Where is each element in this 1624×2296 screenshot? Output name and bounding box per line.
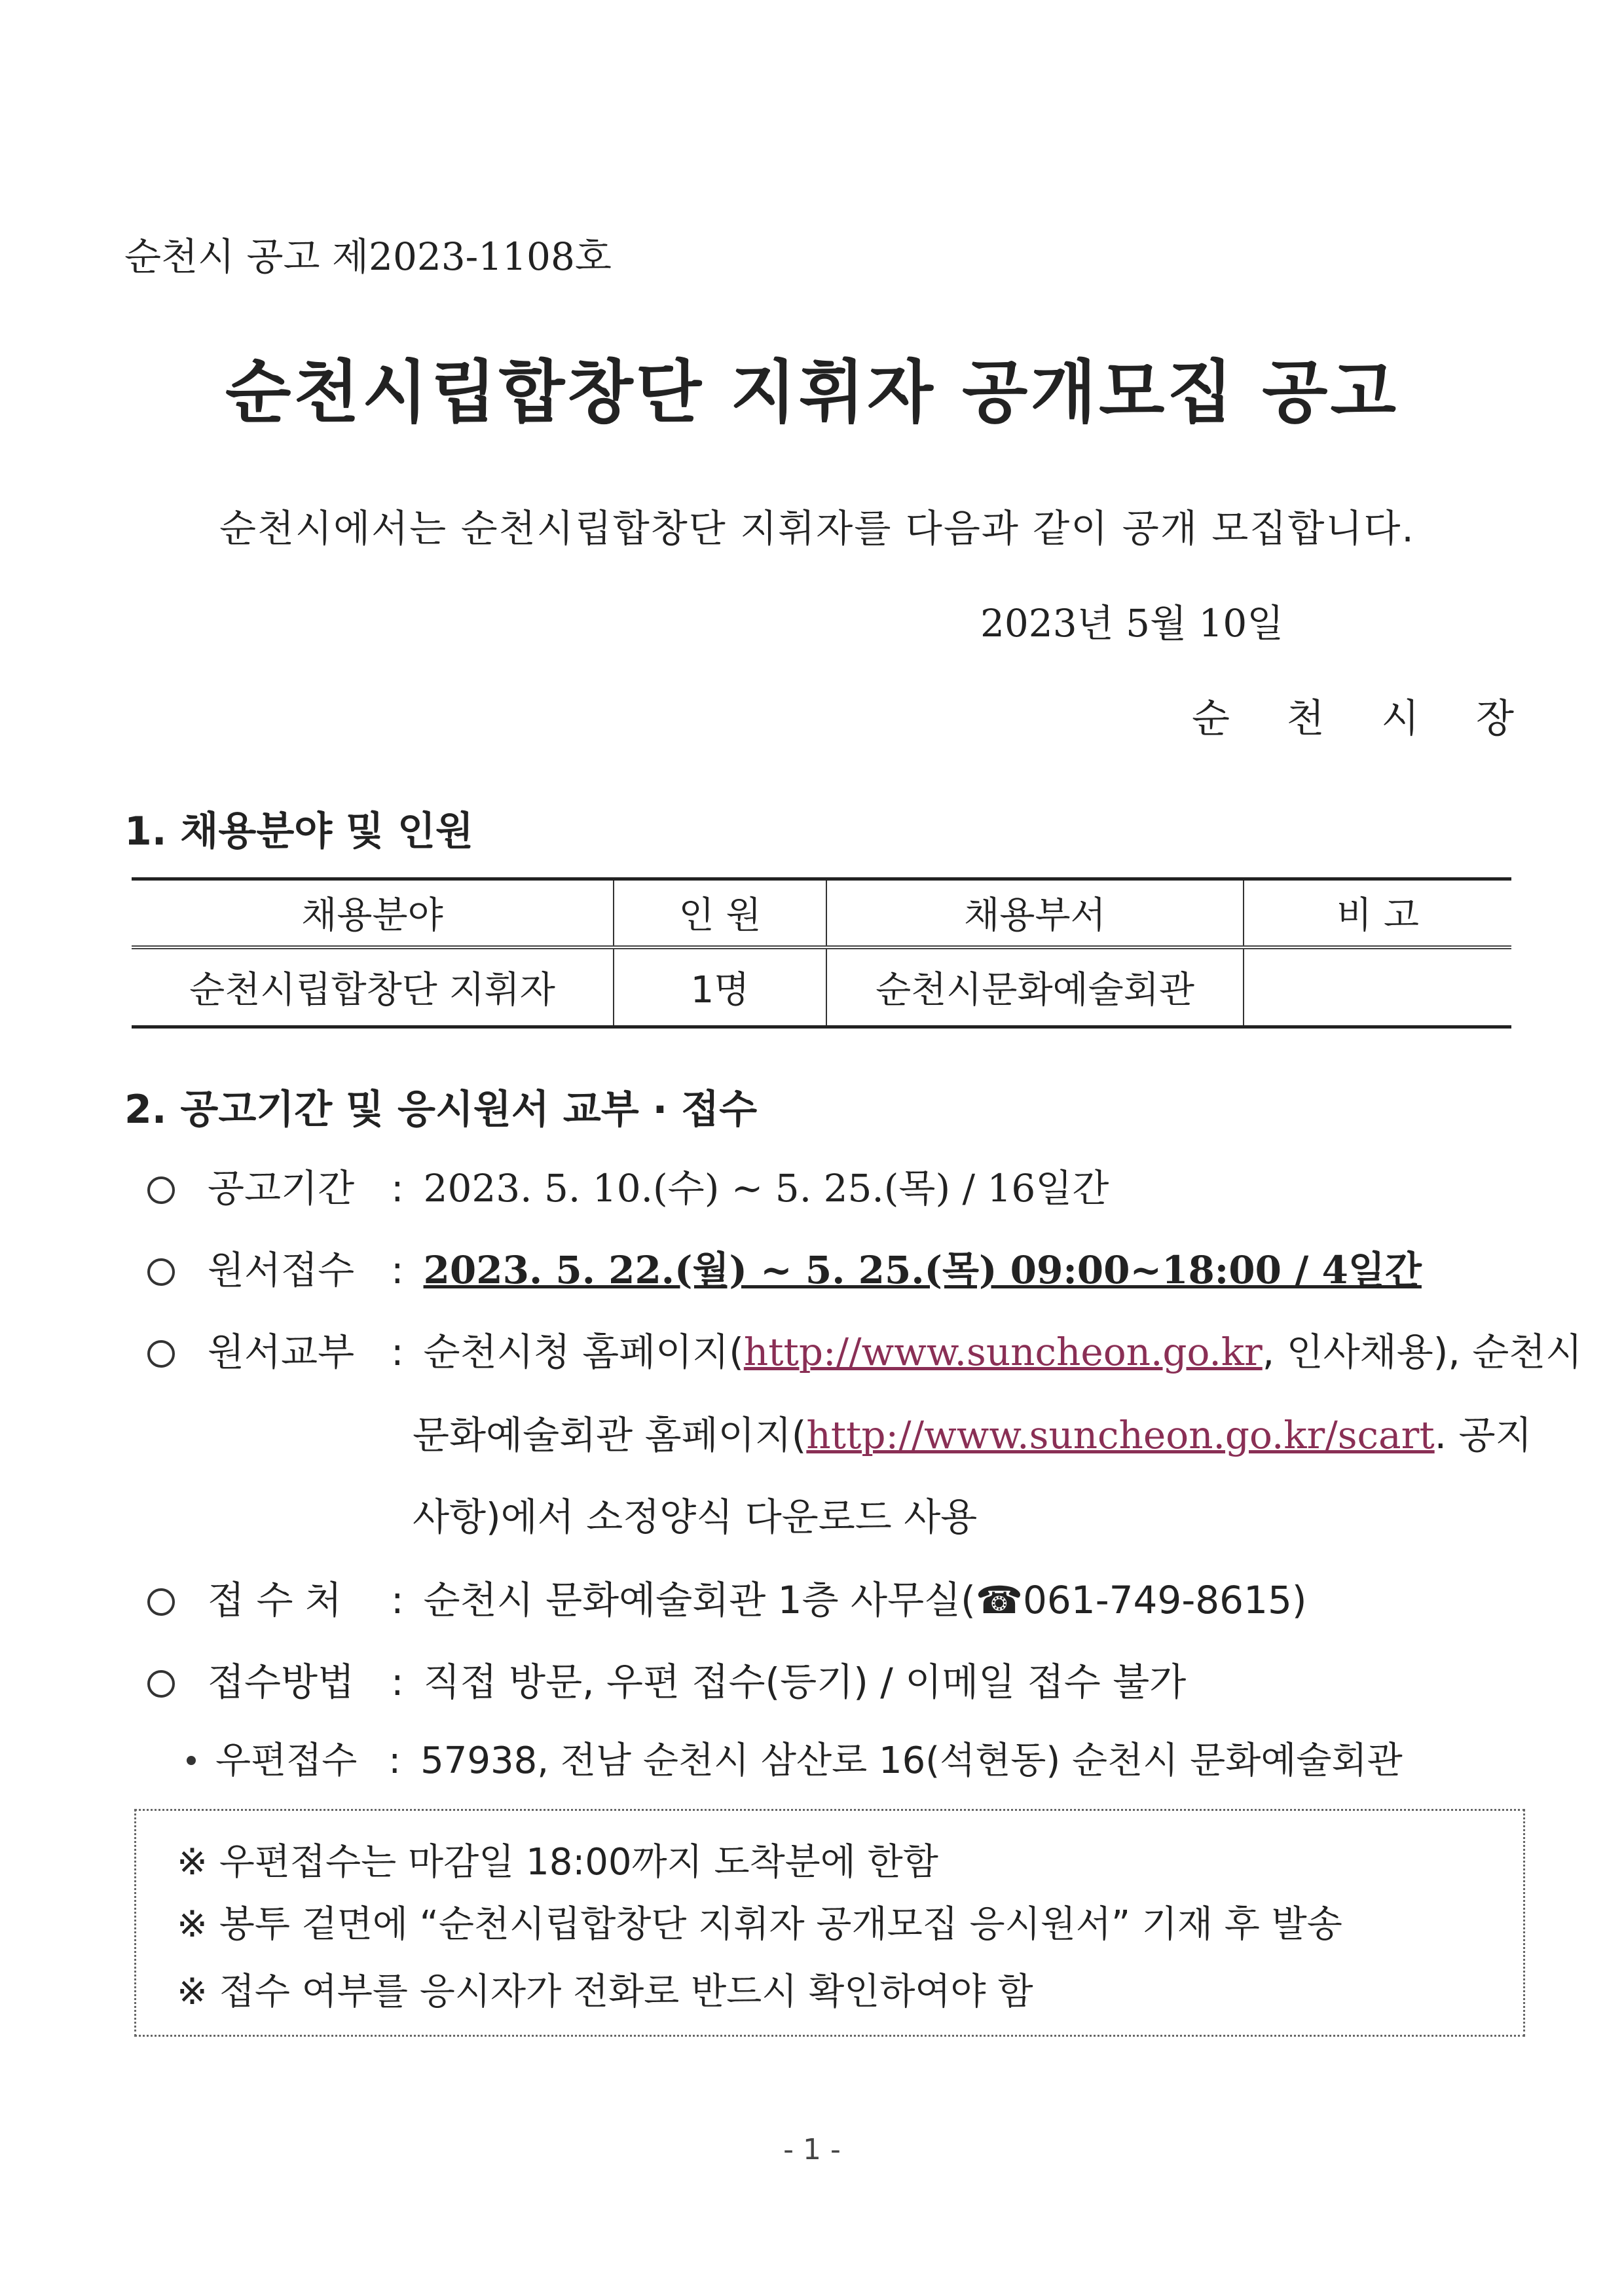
item-value: 순천시 문화예술회관 1층 사무실(☎061-749-8615) (423, 1578, 1307, 1622)
dot-bullet-icon (187, 1756, 196, 1765)
section-heading: 2. 공고기간 및 응시원서 교부 · 접수 (124, 1087, 758, 1133)
item-value: 2023. 5. 22.(월) ~ 5. 25.(목) 09:00~18:00 / 4일간 (423, 1248, 1422, 1292)
colon: : (391, 1578, 404, 1622)
table-cell (1244, 947, 1511, 1027)
recruitment-table (132, 877, 1511, 1029)
list-item (147, 1239, 1422, 1294)
item-value: 57938, 전남 순천시 삼산로 16(석현동) 순천시 문화예술회관 (420, 1740, 1403, 1782)
item-value: , 인사채용), 순천시 (1262, 1330, 1583, 1374)
colon: : (391, 1166, 404, 1211)
item-value: 순천시청 홈페이지( (423, 1330, 744, 1374)
issuer-char: 장 (1476, 696, 1514, 742)
item-label: 접 수 처 (208, 1578, 342, 1622)
note: ※ 봉투 겉면에 “순천시립합창단 지휘자 공개모집 응시원서” 기재 후 발송 (177, 1903, 1342, 1946)
table-cell: 1명 (614, 947, 826, 1027)
table-row (132, 947, 1511, 1027)
note: ※ 접수 여부를 응시자가 전화로 반드시 확인하여야 함 (177, 1971, 1033, 2013)
table-cell: 순천시문화예술회관 (826, 947, 1244, 1027)
page-number: - 1 - (783, 2133, 841, 2166)
column-header: 채용부서 (826, 879, 1244, 947)
page-title: 순천시립합창단 지휘자 공개모집 공고 (225, 352, 1399, 432)
item-value: 2023. 5. 10.(수) ~ 5. 25.(목) / 16일간 (423, 1166, 1109, 1211)
circle-bullet-icon (147, 1588, 175, 1616)
colon: : (391, 1248, 404, 1292)
announcement-date: 2023년 5월 10일 (980, 601, 1284, 646)
circle-bullet-icon (147, 1670, 175, 1698)
list-item-continuation (413, 1404, 1532, 1459)
issuer (1192, 687, 1514, 744)
circle-bullet-icon (147, 1340, 175, 1368)
item-value: . 공지 (1434, 1413, 1532, 1457)
list-item (147, 1569, 1307, 1624)
colon: : (391, 1330, 404, 1374)
column-header: 채용분야 (301, 894, 443, 938)
table-cell: 순천시립합창단 지휘자 (189, 968, 555, 1011)
issuer-char: 천 (1286, 696, 1325, 742)
list-item (147, 1321, 1582, 1376)
section-heading: 1. 채용분야 및 인원 (124, 809, 473, 854)
circle-bullet-icon (147, 1258, 175, 1286)
issuer-char: 순 (1192, 696, 1230, 742)
list-item (147, 1157, 1109, 1212)
item-label: 우편접수 (215, 1740, 358, 1782)
column-header: 비 고 (1244, 879, 1511, 947)
list-item (147, 1651, 1186, 1706)
item-label: 원서접수 (208, 1248, 355, 1292)
table-header-row (132, 879, 1511, 947)
note: ※ 우편접수는 마감일 18:00까지 도착분에 한함 (177, 1841, 938, 1884)
arts-center-homepage-link[interactable]: http://www.suncheon.go.kr/scart (806, 1413, 1435, 1457)
list-item-continuation: 사항)에서 소정양식 다운로드 사용 (413, 1495, 978, 1539)
item-label: 접수방법 (208, 1660, 355, 1704)
postal-item (187, 1732, 1403, 1784)
item-value: 직접 방문, 우편 접수(등기) / 이메일 접수 불가 (423, 1660, 1187, 1704)
notice-number: 순천시 공고 제2023-1108호 (124, 234, 612, 279)
colon: : (388, 1740, 401, 1782)
item-label: 원서교부 (208, 1330, 355, 1374)
colon: : (391, 1660, 404, 1704)
column-header: 인 원 (614, 879, 826, 947)
intro-text: 순천시에서는 순천시립합창단 지휘자를 다음과 같이 공개 모집합니다. (219, 506, 1415, 551)
circle-bullet-icon (147, 1176, 175, 1204)
item-value: 문화예술회관 홈페이지( (413, 1413, 807, 1457)
issuer-char: 시 (1381, 696, 1420, 742)
item-label: 공고기간 (208, 1166, 355, 1211)
city-homepage-link[interactable]: http://www.suncheon.go.kr (743, 1330, 1263, 1374)
